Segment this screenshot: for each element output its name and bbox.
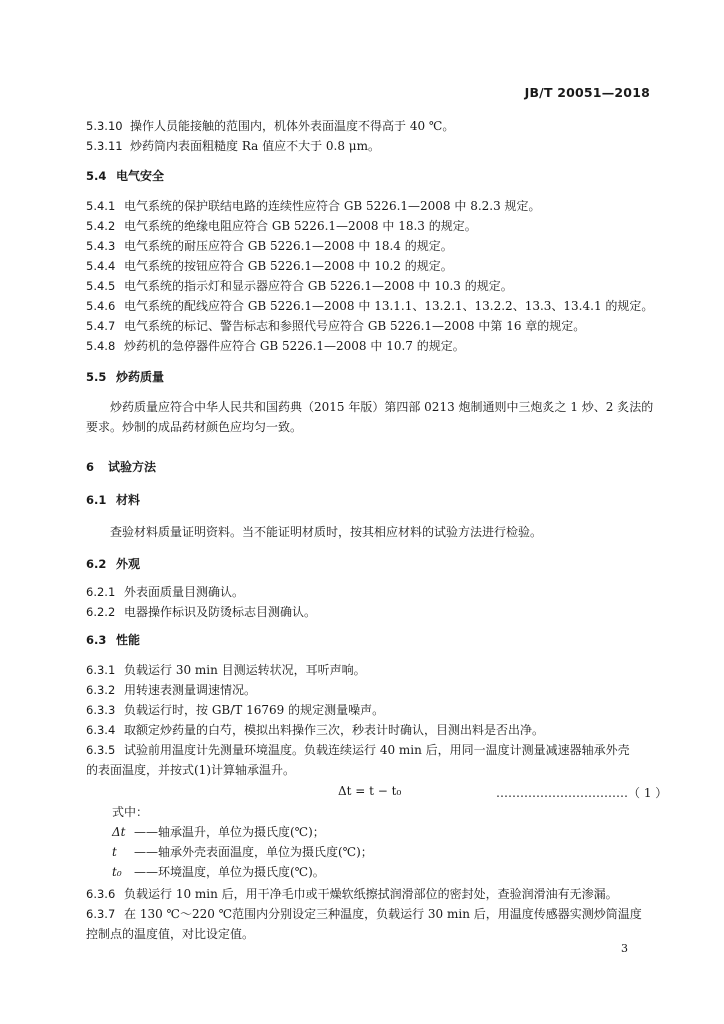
clause-text: 在 130 ℃～220 ℃范围内分别设定三种温度，负载运行 30 min 后，用温度传感器实测炒筒温度 <box>124 907 642 921</box>
clause-5-3-11 <box>86 138 380 154</box>
clause-text: 电气系统的指示灯和显示器应符合 GB 5226.1—2008 中 10.3 的规定。 <box>124 279 513 293</box>
clause-number: 5.3.10 <box>86 119 123 133</box>
clause-text: 电气系统的按钮应符合 GB 5226.1—2008 中 10.2 的规定。 <box>124 259 453 273</box>
clause-text: 外表面质量目测确认。 <box>124 585 245 599</box>
formula-1: Δt = t − t₀ <box>338 784 402 798</box>
clause-text: 试验前用温度计先测量环境温度。负载连续运行 40 min 后，用同一温度计测量减速器轴承外壳 <box>124 743 630 757</box>
doc-code-header: JB/T 20051—2018 <box>524 85 650 100</box>
chapter-title: 试验方法 <box>108 460 157 474</box>
clause-5-3-10 <box>86 118 454 134</box>
formula-number: ……………………………（ 1 ） <box>496 786 668 800</box>
section-title: 材料 <box>116 493 141 507</box>
clause-6-2-2 <box>86 604 316 620</box>
clause-number: 6.2.2 <box>86 605 116 619</box>
clause-text: 电气系统的标记、警告标志和参照代号应符合 GB 5226.1—2008 中第 16 章的规定。 <box>124 319 586 333</box>
clause-text: 取额定炒药量的白芍，模拟出料操作三次，秒表计时确认，目测出料是否出净。 <box>124 723 545 737</box>
clause-5-4-5 <box>86 278 513 294</box>
section-title: 炒药质量 <box>116 370 165 384</box>
where-label: 式中： <box>112 805 149 819</box>
section-heading-5-4 <box>86 168 164 184</box>
clause-text: 电器操作标识及防烫标志目测确认。 <box>124 605 317 619</box>
section-number: 5.5 <box>86 370 107 384</box>
section-title: 性能 <box>116 633 141 647</box>
symbol: t <box>112 845 117 859</box>
section-number: 6.3 <box>86 633 107 647</box>
clause-text: 负载运行时，按 GB/T 16769 的规定测量噪声。 <box>124 703 385 717</box>
clause-5-4-7 <box>86 318 585 334</box>
clause-text: 操作人员能接触的范围内，机体外表面温度不得高于 40 ℃。 <box>130 119 455 133</box>
clause-text: 负载运行 30 min 目测运转状况，耳听声响。 <box>124 663 366 677</box>
clause-5-4-4 <box>86 258 453 274</box>
paragraph-6-1: 查验材料质量证明资料。当不能证明材质时，按其相应材料的试验方法进行检验。 <box>110 525 543 539</box>
clause-number: 5.4.4 <box>86 259 116 273</box>
paragraph-5-5-line2: 要求。炒制的成品药材颜色应均匀一致。 <box>86 420 303 434</box>
where-item-t0 <box>112 864 325 880</box>
clause-text: 炒药机的急停器件应符合 GB 5226.1—2008 中 10.7 的规定。 <box>124 339 465 353</box>
where-item-t <box>112 844 373 860</box>
clause-number: 5.4.6 <box>86 299 116 313</box>
clause-5-4-6 <box>86 298 653 314</box>
page-number: 3 <box>621 942 628 955</box>
clause-number: 6.3.3 <box>86 703 116 717</box>
clause-number: 5.3.11 <box>86 139 123 153</box>
clause-number: 6.3.2 <box>86 683 116 697</box>
clause-text: 用转速表测量调速情况。 <box>124 683 257 697</box>
paragraph-5-5-line1: 炒药质量应符合中华人民共和国药典（2015 年版）第四部 0213 炮制通则中三炮炙之 1 炒、2 炙法的 <box>110 400 654 414</box>
clause-6-3-5 <box>86 742 630 758</box>
clause-6-2-1 <box>86 584 244 600</box>
section-heading-6-2 <box>86 556 140 572</box>
clause-number: 5.4.2 <box>86 219 116 233</box>
clause-number: 6.3.1 <box>86 663 116 677</box>
clause-number: 5.4.8 <box>86 339 116 353</box>
chapter-heading-6 <box>86 459 156 475</box>
clause-6-3-4 <box>86 722 544 738</box>
clause-number: 5.4.3 <box>86 239 116 253</box>
clause-number: 5.4.5 <box>86 279 116 293</box>
clause-number: 5.4.7 <box>86 319 116 333</box>
clause-text: 负载运行 10 min 后，用干净毛巾或干燥软纸擦拭润滑部位的密封处，查验润滑油有无渗漏。 <box>124 887 618 901</box>
section-title: 电气安全 <box>116 169 165 183</box>
clause-text: 电气系统的耐压应符合 GB 5226.1—2008 中 18.4 的规定。 <box>124 239 453 253</box>
clause-6-3-1 <box>86 662 366 678</box>
clause-5-4-2 <box>86 218 477 234</box>
section-number: 6.2 <box>86 557 107 571</box>
clause-5-4-8 <box>86 338 465 354</box>
clause-6-3-3 <box>86 702 384 718</box>
clause-number: 6.3.6 <box>86 887 116 901</box>
clause-5-4-3 <box>86 238 453 254</box>
symbol: t₀ <box>112 865 122 879</box>
section-title: 外观 <box>116 557 141 571</box>
clause-text: 电气系统的配线应符合 GB 5226.1—2008 中 13.1.1、13.2.1、13.2.2、13.3、13.4.1 的规定。 <box>124 299 654 313</box>
section-heading-6-1 <box>86 492 140 508</box>
symbol: Δt <box>112 825 126 839</box>
symbol-description: ——轴承外壳表面温度，单位为摄氏度(℃)； <box>134 845 373 859</box>
section-number: 5.4 <box>86 169 107 183</box>
where-item-delta-t <box>112 824 325 840</box>
clause-6-3-5-line2: 的表面温度，并按式(1)计算轴承温升。 <box>86 763 295 777</box>
clause-6-3-6 <box>86 886 618 902</box>
section-number: 6.1 <box>86 493 107 507</box>
clause-text: 电气系统的保护联结电路的连续性应符合 GB 5226.1—2008 中 8.2.3 规定。 <box>124 199 541 213</box>
clause-text: 电气系统的绝缘电阻应符合 GB 5226.1—2008 中 18.3 的规定。 <box>124 219 477 233</box>
clause-number: 6.3.4 <box>86 723 116 737</box>
section-heading-5-5 <box>86 369 164 385</box>
clause-5-4-1 <box>86 198 541 214</box>
clause-6-3-7 <box>86 906 642 922</box>
clause-text: 炒药筒内表面粗糙度 Ra 值应不大于 0.8 μm。 <box>130 139 380 153</box>
clause-6-3-2 <box>86 682 256 698</box>
symbol-description: ——轴承温升，单位为摄氏度(℃)； <box>134 825 325 839</box>
clause-number: 6.2.1 <box>86 585 116 599</box>
clause-number: 6.3.5 <box>86 743 116 757</box>
clause-number: 5.4.1 <box>86 199 116 213</box>
symbol-description: ——环境温度，单位为摄氏度(℃)。 <box>134 865 325 879</box>
section-heading-6-3 <box>86 632 140 648</box>
chapter-number: 6 <box>86 460 95 474</box>
clause-number: 6.3.7 <box>86 907 116 921</box>
clause-6-3-7-line2: 控制点的温度值，对比设定值。 <box>86 927 255 941</box>
